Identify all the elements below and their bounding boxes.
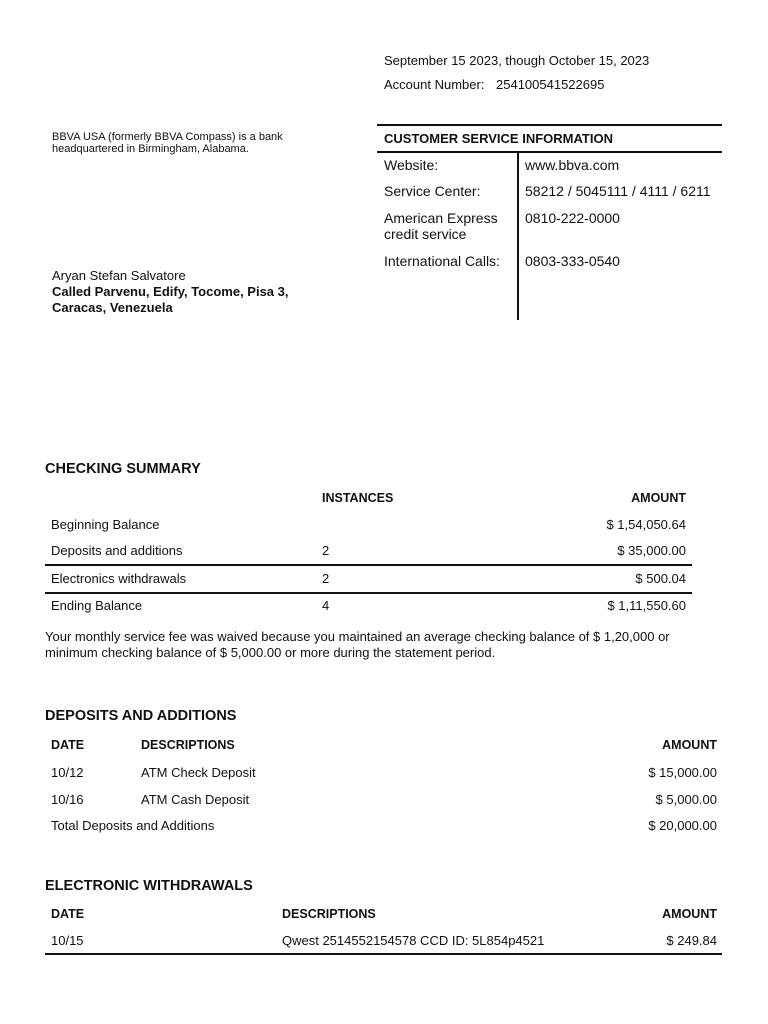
statement-period: September 15 2023, though October 15, 2023: [384, 53, 650, 68]
checking-rule: [45, 592, 692, 594]
customer-address-line2: Caracas, Venezuela: [52, 300, 173, 315]
checking-col-instances: INSTANCES: [322, 491, 394, 505]
customer-name: Aryan Stefan Salvatore: [52, 268, 186, 283]
checking-col-amount: AMOUNT: [631, 491, 686, 505]
deposits-col-date: DATE: [51, 738, 85, 752]
service-label-amex-1: American Express: [384, 210, 498, 226]
withdrawals-title: ELECTRONIC WITHDRAWALS: [45, 878, 253, 894]
checking-summary-title: CHECKING SUMMARY: [45, 461, 201, 477]
checking-row-amount: $ 500.04: [635, 571, 686, 586]
account-number-label: Account Number:: [384, 77, 485, 92]
deposit-row-desc: ATM Cash Deposit: [141, 792, 250, 807]
deposit-row-date: 10/16: [51, 792, 84, 807]
checking-rule: [45, 564, 692, 566]
account-number: 254100541522695: [496, 77, 605, 92]
service-label-amex-2: credit service: [384, 226, 467, 242]
checking-row-instances: 2: [322, 543, 330, 558]
checking-row-label: Beginning Balance: [51, 517, 160, 532]
checking-row-label: Deposits and additions: [51, 543, 183, 558]
service-value-website: www.bbva.com: [525, 157, 620, 173]
withdrawals-col-amount: AMOUNT: [662, 907, 717, 921]
checking-row-instances: 2: [322, 571, 330, 586]
service-label-intl: International Calls:: [384, 253, 500, 269]
service-top-rule: [377, 124, 722, 126]
bank-info-line2: headquartered in Birmingham, Alabama.: [52, 143, 249, 155]
withdrawals-col-desc: DESCRIPTIONS: [282, 907, 376, 921]
service-label-website: Website:: [384, 157, 439, 173]
checking-row-label: Ending Balance: [51, 598, 143, 613]
service-header-rule: [377, 151, 722, 153]
deposits-total-amount: $ 20,000.00: [648, 818, 717, 833]
checking-row-amount: $ 1,54,050.64: [606, 517, 686, 532]
withdrawals-col-date: DATE: [51, 907, 85, 921]
deposit-row-amount: $ 5,000.00: [655, 792, 717, 807]
deposits-col-amount: AMOUNT: [662, 738, 717, 752]
withdrawals-bottom-rule: [45, 953, 722, 955]
deposit-row-date: 10/12: [51, 765, 84, 780]
bank-info-line1: BBVA USA (formerly BBVA Compass) is a bank: [52, 131, 283, 143]
deposit-row-desc: ATM Check Deposit: [141, 765, 256, 780]
service-label-center: Service Center:: [384, 183, 481, 199]
customer-address-line1: Called Parvenu, Edify, Tocome, Pisa 3,: [52, 284, 289, 299]
service-value-amex: 0810-222-0000: [525, 210, 620, 226]
checking-row-amount: $ 35,000.00: [617, 543, 686, 558]
deposits-total-label: Total Deposits and Additions: [51, 818, 215, 833]
deposits-col-desc: DESCRIPTIONS: [141, 738, 235, 752]
service-title: CUSTOMER SERVICE INFORMATION: [384, 131, 613, 146]
fee-waiver-note-line1: Your monthly service fee was waived because you maintained an average checking balance of $ 1,20,000 or: [45, 629, 670, 644]
service-value-center: 58212 / 5045111 / 4111 / 6211: [525, 183, 711, 199]
deposits-title: DEPOSITS AND ADDITIONS: [45, 708, 237, 724]
checking-row-label: Electronics withdrawals: [51, 571, 187, 586]
checking-row-amount: $ 1,11,550.60: [607, 598, 686, 613]
withdrawal-row-date: 10/15: [51, 933, 84, 948]
service-divider: [517, 152, 519, 320]
service-value-intl: 0803-333-0540: [525, 253, 620, 269]
checking-row-instances: 4: [322, 598, 330, 613]
withdrawal-row-amount: $ 249.84: [666, 933, 717, 948]
fee-waiver-note-line2: minimum checking balance of $ 5,000.00 or more during the statement period.: [45, 645, 496, 660]
deposit-row-amount: $ 15,000.00: [648, 765, 717, 780]
withdrawal-row-desc: Qwest 2514552154578 CCD ID: 5L854p4521: [282, 933, 545, 948]
